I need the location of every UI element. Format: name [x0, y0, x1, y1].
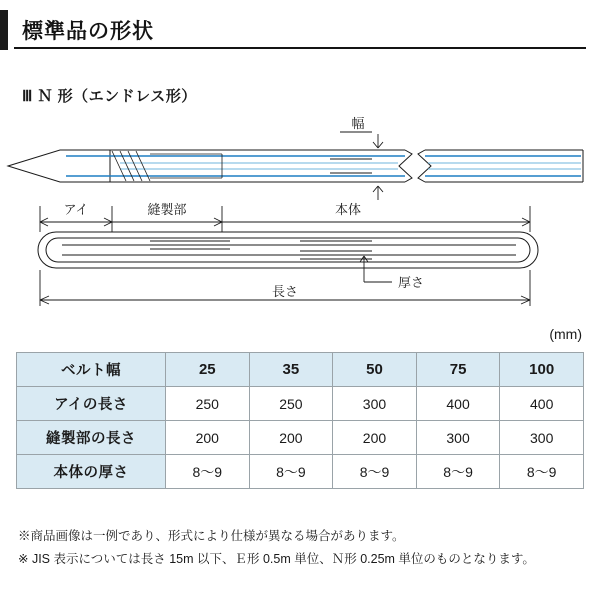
cell-sewn-length-1: 200 [249, 421, 333, 455]
cell-eye-length-2: 300 [333, 387, 417, 421]
table-row [17, 353, 584, 387]
table-row [17, 421, 584, 455]
cell-belt-width-2: 50 [333, 353, 417, 387]
footnote-2: ※ JIS 表示については長さ 15m 以下、Ｅ形 0.5m 単位、Ｎ形 0.25m 単位のものとなります。 [18, 552, 535, 567]
row-header-sewn-length: 縫製部の長さ [17, 421, 166, 455]
cell-eye-length-1: 250 [249, 387, 333, 421]
belt-loop-view [38, 232, 538, 268]
table-row [17, 455, 584, 489]
cell-eye-length-4: 400 [500, 387, 584, 421]
row-header-belt-width: ベルト幅 [17, 353, 166, 387]
cell-sewn-length-3: 300 [416, 421, 500, 455]
cell-belt-width-1: 35 [249, 353, 333, 387]
page-title: 標準品の形状 [22, 20, 154, 43]
label-width: 幅 [351, 116, 365, 131]
cell-sewn-length-4: 300 [500, 421, 584, 455]
cell-body-thickness-3: 8〜9 [416, 455, 500, 489]
cell-body-thickness-0: 8〜9 [166, 455, 250, 489]
cell-sewn-length-0: 200 [166, 421, 250, 455]
cell-sewn-length-2: 200 [333, 421, 417, 455]
cell-belt-width-3: 75 [416, 353, 500, 387]
cell-body-thickness-1: 8〜9 [249, 455, 333, 489]
cell-body-thickness-4: 8〜9 [500, 455, 584, 489]
sling-diagram-svg [0, 110, 600, 320]
row-header-body-thickness: 本体の厚さ [17, 455, 166, 489]
table-row [17, 387, 584, 421]
cell-belt-width-4: 100 [500, 353, 584, 387]
label-thickness: 厚さ [397, 275, 425, 290]
label-length: 長さ [271, 284, 299, 299]
cell-eye-length-0: 250 [166, 387, 250, 421]
label-body: 本体 [334, 202, 362, 217]
label-eye: アイ [63, 202, 89, 217]
upper-dimension-lines [40, 206, 530, 232]
spec-table-body [17, 353, 584, 489]
sling-diagram [0, 110, 600, 320]
belt-top-view [8, 150, 583, 182]
page-header [0, 10, 600, 50]
footnote-1: ※商品画像は一例であり、形式により仕様が異なる場合があります。 [18, 529, 405, 543]
cell-belt-width-0: 25 [166, 353, 250, 387]
row-header-eye-length: アイの長さ [17, 387, 166, 421]
label-sewn: 縫製部 [147, 202, 187, 217]
section-title: Ⅲ Ｎ 形（エンドレス形） [22, 88, 197, 105]
center-seam-top [330, 159, 372, 173]
spec-table [16, 352, 584, 489]
units-label: (mm) [549, 326, 582, 342]
width-dimension [340, 132, 383, 200]
spec-table-wrap [16, 352, 584, 489]
header-divider [14, 47, 586, 49]
cell-body-thickness-2: 8〜9 [333, 455, 417, 489]
cell-eye-length-3: 400 [416, 387, 500, 421]
footnotes [18, 525, 584, 571]
header-accent-bar [0, 10, 8, 50]
